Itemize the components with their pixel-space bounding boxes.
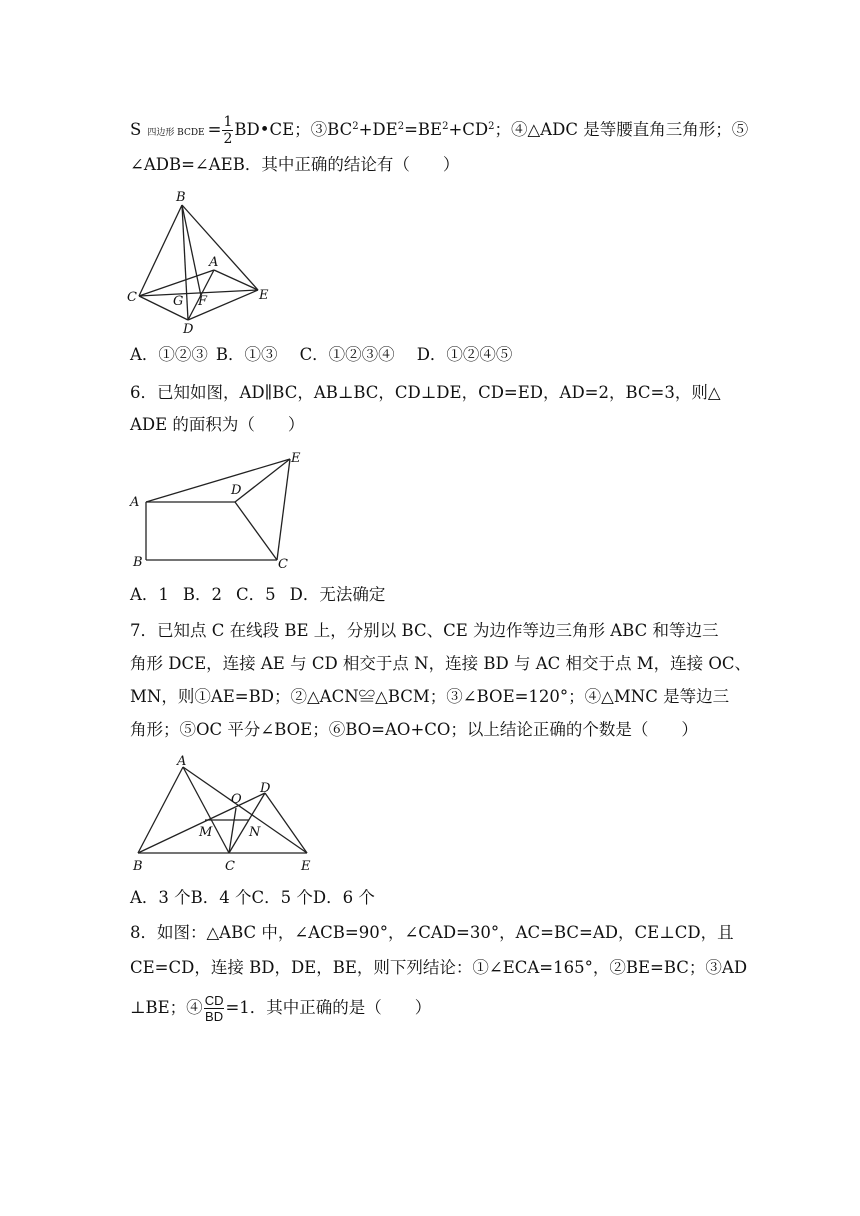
q6-option-b[interactable]: B．2 bbox=[182, 585, 223, 604]
q7-label-d: D bbox=[260, 781, 271, 796]
q5-label-f: F bbox=[198, 294, 208, 309]
q5-label-d: D bbox=[183, 322, 194, 337]
q5-line-1: S四边形 BCDE = $\frac{1}{2}$ BD•CE；$③BC^2+DE^2=BE^2+CD^2$；④△ADC 是等腰直角三角形；⑤ bbox=[130, 114, 749, 147]
q5-label-c: C bbox=[127, 290, 137, 305]
half-fraction: $\frac{1}{2}$ bbox=[223, 114, 233, 147]
q7-label-o: O bbox=[231, 792, 242, 807]
q7-line-1: 7．已知点 C 在线段 BE 上，分别以 BC、CE 为边作等边三角形 ABC 和等边三 bbox=[130, 621, 719, 640]
q8-line-3: ⊥BE；④ $\frac{CD}{BD}$ =1．其中正确的是（ ） bbox=[130, 993, 432, 1024]
q7-label-e: E bbox=[301, 859, 311, 874]
q5-label-b: B bbox=[176, 190, 186, 205]
q6-line-1: 6．已知如图，AD∥BC，AB⊥BC，CD⊥DE，CD=ED，AD=2，BC=3，则△ bbox=[130, 383, 721, 402]
q6-label-d: D bbox=[231, 483, 242, 498]
q7-line-2: 角形 DCE，连接 AE 与 CD 相交于点 N，连接 BD 与 AC 相交于点 M，连接 OC、 bbox=[130, 654, 752, 673]
q7-options: A．3 个B．4 个C．5 个D．6 个 bbox=[130, 888, 375, 907]
q7-label-c: C bbox=[225, 859, 235, 874]
q7-line-4: 角形；⑤OC 平分∠BOE；⑥BO=AO+CO；以上结论正确的个数是（ ） bbox=[130, 720, 698, 739]
q5-option-a[interactable]: A．①②③ bbox=[130, 345, 208, 364]
q6-label-b: B bbox=[133, 555, 143, 570]
q7-label-n: N bbox=[249, 825, 261, 840]
q5-option-b[interactable]: B．①③ bbox=[215, 345, 278, 364]
q5-label-e: E bbox=[259, 288, 269, 303]
q7-line-3: MN，则①AE=BD；②△ACN≌△BCM；③∠BOE=120°；④△MNC 是等边三 bbox=[130, 687, 730, 706]
cd-bd-fraction: $\frac{CD}{BD}$ bbox=[204, 993, 224, 1024]
area-subscript: 四边形 BCDE bbox=[147, 128, 205, 138]
q6-line-2: ADE 的面积为（ ） bbox=[130, 415, 305, 434]
q6-option-a[interactable]: A．1 bbox=[130, 585, 169, 604]
q5-option-d[interactable]: D．①②④⑤ bbox=[416, 345, 513, 364]
q6-label-e: E bbox=[291, 451, 301, 466]
q6-option-d[interactable]: D．无法确定 bbox=[289, 585, 386, 604]
q6-label-c: C bbox=[278, 557, 288, 572]
q6-option-c[interactable]: C．5 bbox=[236, 585, 276, 604]
q6-label-a: A bbox=[130, 495, 140, 510]
q8-line-1: 8．如图：△ABC 中，∠ACB=90°，∠CAD=30°，AC=BC=AD，CE⊥CD，且 bbox=[130, 923, 734, 942]
q7-label-a: A bbox=[177, 754, 187, 769]
q5-label-g: G bbox=[173, 294, 184, 309]
q5-label-a: A bbox=[209, 255, 219, 270]
q7-label-m: M bbox=[199, 825, 213, 840]
q8-line-2: CE=CD，连接 BD，DE，BE，则下列结论：①∠ECA=165°，②BE=BC；③AD bbox=[130, 958, 748, 977]
q5-line-2: ∠ADB=∠AEB．其中正确的结论有（ ） bbox=[130, 155, 460, 174]
q5-option-c[interactable]: C．①②③④ bbox=[299, 345, 395, 364]
q7-label-b: B bbox=[133, 859, 143, 874]
